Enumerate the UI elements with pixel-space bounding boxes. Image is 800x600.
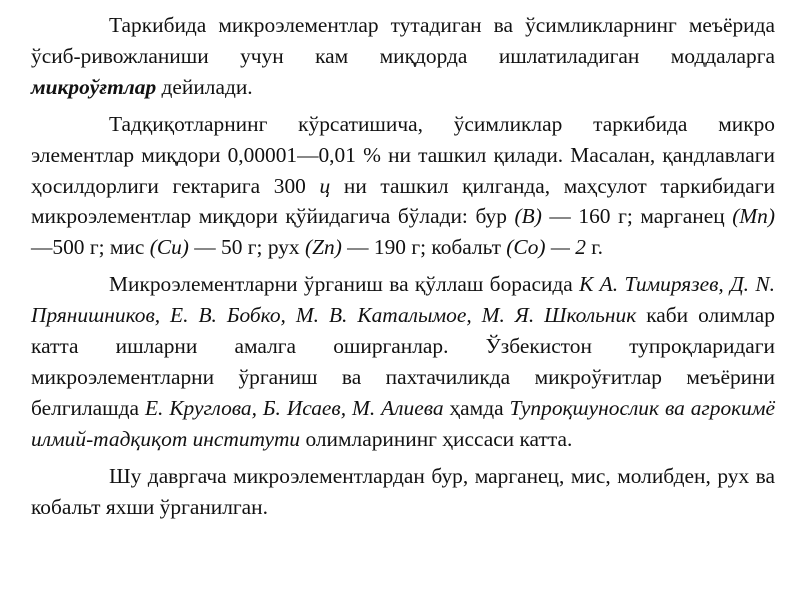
document-page bbox=[31, 10, 775, 529]
researcher-names: К А. Тимирязев, Д. N. Прянишников, Е. В. Бобко, М. В. Каталымое, М. Я. Школьник bbox=[31, 272, 775, 328]
unit-centner: ц bbox=[319, 173, 331, 198]
text-segment: каби олимлар катта ишларни амалга оширганлар. Ўзбекистон тупроқларидаги микроэлементларни ўрганиш ва пахтачиликда микроўғитлар меъёрини белгилашда bbox=[31, 303, 775, 420]
text-segment: — 160 г; марганец bbox=[541, 204, 733, 229]
text-segment: —500 г; мис bbox=[31, 235, 150, 260]
paragraph-microfertilizer-definition bbox=[31, 10, 775, 103]
text-segment: ҳамда bbox=[443, 395, 510, 420]
text-segment: Тадқиқотларнинг кўрсатишича, ўсимликлар таркибида микро элементлар миқдори 0,00001—0,01 % ни ташкил қилади. Масалан, қандлавлаги ҳосилдорлиги гектарига 300 bbox=[31, 111, 775, 198]
text-segment: дейилади. bbox=[156, 74, 253, 99]
paragraph-studied-elements bbox=[31, 461, 775, 523]
text-segment: ни ташкил қилганда, маҳсулот таркибидаги микроэлементлар миқдори қўйидагича бўлади: бур bbox=[31, 173, 775, 229]
text-segment: Таркибида микроэлементлар тутадиган ва ўсимликларнинг меъёрида ўсиб-ривожланиши учун кам миқдорда ишлатиладиган моддаларга bbox=[31, 13, 775, 68]
paragraph-microelement-amounts bbox=[31, 109, 775, 264]
institute-name: Тупроқшунослик ва агрокимё илмий-тадқиқот институти bbox=[31, 395, 775, 451]
symbol-cobalt: (Co) — 2 bbox=[506, 235, 586, 260]
symbol-zinc: (Zn) bbox=[304, 235, 342, 260]
term-microfertilizers: микроўғтлар bbox=[31, 74, 157, 99]
symbol-boron: (B) bbox=[514, 204, 542, 229]
symbol-manganese: (Mn) bbox=[732, 204, 775, 229]
text-segment: Микроэлементларни ўрганиш ва қўллаш борасида bbox=[109, 272, 580, 297]
text-segment: Шу давргача микроэлементлардан бур, марганец, мис, молибден, рух ва кобальт яхши ўрганилган. bbox=[31, 463, 775, 519]
text-segment: г. bbox=[585, 235, 603, 260]
text-segment: — 190 г; кобальт bbox=[341, 235, 507, 260]
text-segment: олимларининг ҳиссаси катта. bbox=[300, 426, 573, 451]
researcher-names-uzbekistan: Е. Круглова, Б. Исаев, М. Алиева bbox=[144, 395, 444, 420]
symbol-copper: (Cu) bbox=[149, 235, 189, 260]
paragraph-researchers bbox=[31, 269, 775, 454]
text-segment: — 50 г; рух bbox=[188, 235, 305, 260]
